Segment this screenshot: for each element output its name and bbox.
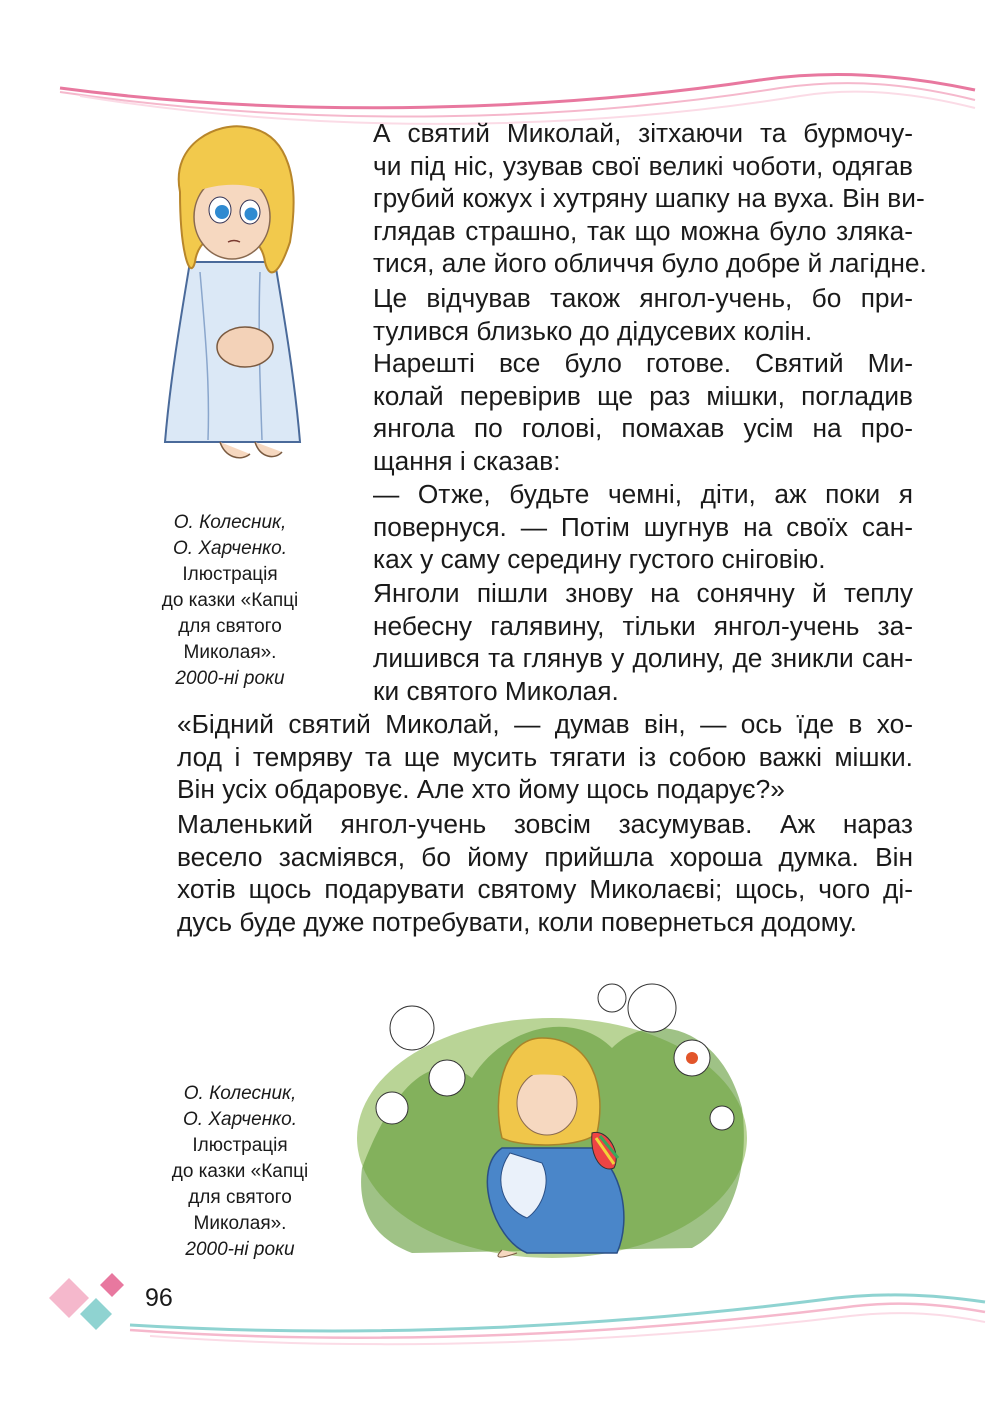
text-line: Це відчував також янгол-учень, бо при- — [373, 283, 913, 313]
text-line: лод і темряву та ще мусить тягати із собою важкі мішки. — [177, 741, 913, 772]
caption-title-line-3: Миколая». — [193, 1213, 287, 1234]
text-line: А святий Миколай, зітхаючи та бурмочу- — [373, 118, 913, 148]
paragraph-1 — [343, 117, 927, 280]
text-line: тися, але його обличчя було добре й лагідне. — [373, 248, 927, 278]
caption-authors-line-2: О. Харченко. — [173, 538, 287, 559]
caption-authors-line-2: О. Харченко. — [183, 1109, 297, 1130]
text-line: хотів щось подарувати святому Миколаєві; щось, чого ді- — [177, 874, 913, 904]
illustration-caption-angel — [140, 510, 320, 692]
caption-years: 2000-ні роки — [175, 668, 285, 689]
paragraph-6 — [147, 708, 913, 806]
caption-title-line-1: до казки «Капці — [161, 590, 299, 611]
caption-label: Ілюстрація — [182, 564, 278, 585]
text-line: ках у саму середину густого сніговію. — [373, 544, 826, 574]
angel-in-meadow-illustration — [352, 968, 752, 1266]
caption-title-line-2: для святого — [188, 1187, 292, 1208]
text-line: глядав страшно, так що можна було зляка- — [373, 215, 913, 246]
text-line: «Бідний святий Миколай, — думав він, — ось їде в хо- — [177, 709, 913, 739]
bottom-decorative-swoosh — [0, 1270, 992, 1350]
text-line: колай перевірив ще раз мішки, погладив — [373, 380, 913, 411]
text-line: Він усіх обдаровує. Але хто йому щось подарує?» — [177, 774, 785, 804]
text-line: тулився близько до дідусевих колін. — [373, 315, 813, 346]
text-line: весело засміявся, бо йому прийшла хороша думка. Він — [177, 841, 913, 872]
page-number: 96 — [145, 1284, 173, 1312]
paragraph-2 — [343, 282, 913, 347]
paragraph-3 — [343, 347, 913, 477]
text-line: небесну галявину, тільки янгол-учень за- — [373, 610, 913, 641]
paragraph-4 — [343, 478, 913, 576]
text-line: чи під ніс, узував свої великі чоботи, одягав — [373, 150, 913, 181]
text-line: дусь буде дуже потребувати, коли повернеться додому. — [177, 906, 857, 937]
text-line: грубий кожух і хутряну шапку на вуха. Він ви- — [373, 183, 925, 213]
caption-label: Ілюстрація — [192, 1135, 288, 1156]
paragraph-5 — [343, 577, 913, 707]
illustration-caption-meadow — [145, 1081, 335, 1263]
caption-authors-line-1: О. Колесник, — [173, 512, 287, 533]
text-line: Нарешті все було готове. Святий Ми- — [373, 348, 913, 378]
text-line: Маленький янгол-учень зовсім засумував. Аж нараз — [177, 809, 913, 839]
caption-title-line-3: Миколая». — [183, 642, 277, 663]
caption-title-line-2: для святого — [178, 616, 282, 637]
text-line: повернуся. — Потім шугнув на своїх сан- — [373, 511, 913, 542]
text-line: ки святого Миколая. — [373, 675, 619, 706]
paragraph-7 — [147, 808, 913, 938]
text-line: — Отже, будьте чемні, діти, аж поки я — [373, 479, 913, 509]
text-line: лишився та глянув у долину, де зникли сан- — [373, 643, 913, 673]
text-line: щання і сказав: — [373, 445, 561, 476]
caption-authors-line-1: О. Колесник, — [183, 1083, 297, 1104]
caption-years: 2000-ні роки — [185, 1239, 295, 1260]
text-line: Янголи пішли знову на сонячну й теплу — [373, 578, 913, 608]
caption-title-line-1: до казки «Капці — [171, 1161, 309, 1182]
angel-child-illustration — [150, 122, 315, 482]
text-line: янгола по голові, помахав усім на про- — [373, 413, 913, 443]
